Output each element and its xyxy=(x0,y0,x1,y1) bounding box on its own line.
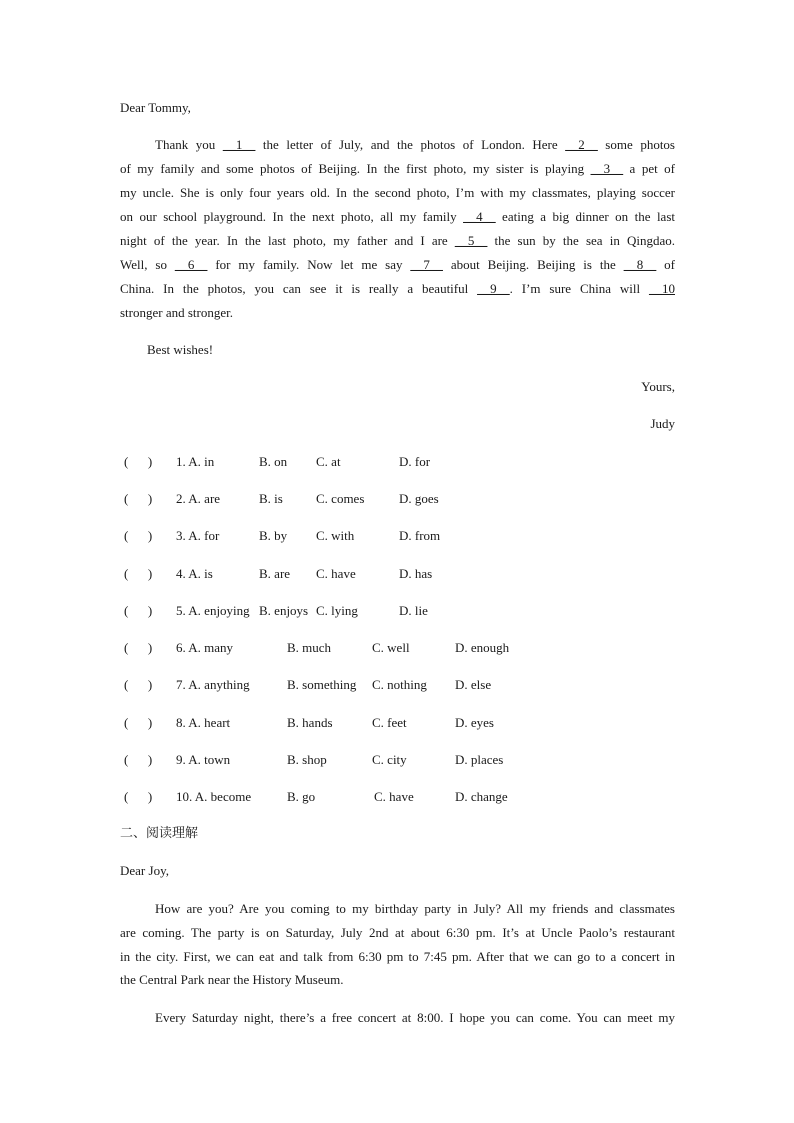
option-c: C. lying xyxy=(316,603,358,618)
option-d: D. eyes xyxy=(455,715,494,730)
option-b: B. hands xyxy=(287,715,333,730)
blank-1: __1__ xyxy=(222,137,256,152)
letter-line-4 xyxy=(120,209,675,225)
blank-7: __7__ xyxy=(410,257,443,272)
option-a: 8. A. heart xyxy=(176,715,231,730)
option-b: B. shop xyxy=(287,752,327,767)
option-b: B. are xyxy=(259,566,291,581)
text-segment: about Beijing. Beijing is the xyxy=(442,257,624,272)
text-segment: on our school playground. In the next photo, all my family xyxy=(120,209,464,224)
answer-paren[interactable]: ( ) xyxy=(124,528,153,543)
answer-paren[interactable]: ( ) xyxy=(124,454,153,469)
paragraph-line: are coming. The party is on Saturday, July 2nd at about 6:30 pm. It’s at Uncle Paolo’s restaurant xyxy=(120,925,675,940)
text-segment: China. In the photos, you can see it is really a beautiful xyxy=(120,281,478,296)
text-segment: stronger and stronger. xyxy=(120,305,234,320)
option-b: B. by xyxy=(259,528,288,543)
answer-paren[interactable]: ( ) xyxy=(124,603,153,618)
option-a: 6. A. many xyxy=(176,640,234,655)
text-segment: of my family and some photos of Beijing. In the first photo, my sister is playing xyxy=(120,161,591,176)
signature-yours: Yours, xyxy=(641,379,675,394)
text-segment: the letter of July, and the photos of London. Here xyxy=(255,137,566,152)
text-segment: of xyxy=(656,257,675,272)
option-a: 3. A. for xyxy=(176,528,220,543)
text-segment: Well, so xyxy=(120,257,175,272)
text-segment: for my family. Now let me say xyxy=(207,257,411,272)
option-c: C. nothing xyxy=(372,677,427,692)
text-segment: my uncle. She is only four years old. In the second photo, I’m with my classmates, playing soccer xyxy=(120,185,675,200)
letter-line-7 xyxy=(120,281,675,297)
answer-paren[interactable]: ( ) xyxy=(124,789,153,804)
option-a: 2. A. are xyxy=(176,491,221,506)
blank-3: __3__ xyxy=(590,161,624,176)
option-d: D. from xyxy=(399,528,441,543)
section-heading: 二、阅读理解 xyxy=(120,826,199,841)
option-d: D. else xyxy=(455,677,492,692)
option-a: 4. A. is xyxy=(176,566,213,581)
option-d: D. places xyxy=(455,752,504,767)
text-segment: . I’m sure China will xyxy=(509,281,649,296)
blank-5: __5__ xyxy=(454,233,488,248)
option-c: C. have xyxy=(316,566,356,581)
option-a: 1. A. in xyxy=(176,454,215,469)
letter2-salutation: Dear Joy, xyxy=(120,863,169,878)
option-d: D. goes xyxy=(399,491,439,506)
paragraph-line: Every Saturday night, there’s a free concert at 8:00. I hope you can come. You can meet my xyxy=(155,1010,675,1025)
option-d: D. enough xyxy=(455,640,510,655)
text-segment: the sun by the sea in Qingdao. xyxy=(487,233,675,248)
paragraph-line: the Central Park near the History Museum. xyxy=(120,972,344,987)
answer-paren[interactable]: ( ) xyxy=(124,677,153,692)
letter-closing: Best wishes! xyxy=(147,342,214,357)
letter-line-3 xyxy=(120,185,675,201)
option-b: B. something xyxy=(287,677,357,692)
option-c: C. comes xyxy=(316,491,365,506)
option-d: D. has xyxy=(399,566,433,581)
option-c: C. feet xyxy=(372,715,407,730)
signature-name: Judy xyxy=(650,416,675,431)
paragraph-line: How are you? Are you coming to my birthday party in July? All my friends and classmates xyxy=(155,901,675,916)
blank-10: __10 xyxy=(649,281,675,296)
option-a: 7. A. anything xyxy=(176,677,250,692)
text-segment: a pet of xyxy=(623,161,676,176)
option-c: C. with xyxy=(316,528,355,543)
blank-4: __4__ xyxy=(463,209,496,224)
option-b: B. enjoys xyxy=(259,603,309,618)
option-a: 10. A. become xyxy=(176,789,252,804)
answer-paren[interactable]: ( ) xyxy=(124,491,153,506)
option-c: C. city xyxy=(372,752,407,767)
option-d: D. for xyxy=(399,454,431,469)
text-segment: some photos xyxy=(597,137,675,152)
text-segment: eating a big dinner on the last xyxy=(495,209,675,224)
blank-8: __8__ xyxy=(623,257,657,272)
option-c: C. well xyxy=(372,640,410,655)
blank-6: __6__ xyxy=(174,257,208,272)
answer-paren[interactable]: ( ) xyxy=(124,715,153,730)
letter-line-8 xyxy=(120,305,675,321)
letter-line-5 xyxy=(120,233,675,249)
answer-paren[interactable]: ( ) xyxy=(124,566,153,581)
letter-line-6 xyxy=(120,257,675,273)
answer-paren[interactable]: ( ) xyxy=(124,752,153,767)
blank-2: __2__ xyxy=(565,137,598,152)
answer-paren[interactable]: ( ) xyxy=(124,640,153,655)
letter-line-1 xyxy=(155,137,675,153)
option-c: C. at xyxy=(316,454,341,469)
option-c: C. have xyxy=(374,789,414,804)
letter-line-2 xyxy=(120,161,675,177)
option-a: 5. A. enjoying xyxy=(176,603,250,618)
option-d: D. change xyxy=(455,789,508,804)
option-b: B. is xyxy=(259,491,283,506)
option-b: B. on xyxy=(259,454,288,469)
paragraph-line: in the city. First, we can eat and talk from 6:30 pm to 7:45 pm. After that we can go to a concert in xyxy=(120,949,675,964)
blank-9: __9__ xyxy=(477,281,510,296)
letter-salutation: Dear Tommy, xyxy=(120,100,191,115)
option-b: B. go xyxy=(287,789,316,804)
option-b: B. much xyxy=(287,640,332,655)
option-d: D. lie xyxy=(399,603,428,618)
text-segment: Thank you xyxy=(155,137,223,152)
option-a: 9. A. town xyxy=(176,752,231,767)
text-segment: night of the year. In the last photo, my father and I are xyxy=(120,233,455,248)
